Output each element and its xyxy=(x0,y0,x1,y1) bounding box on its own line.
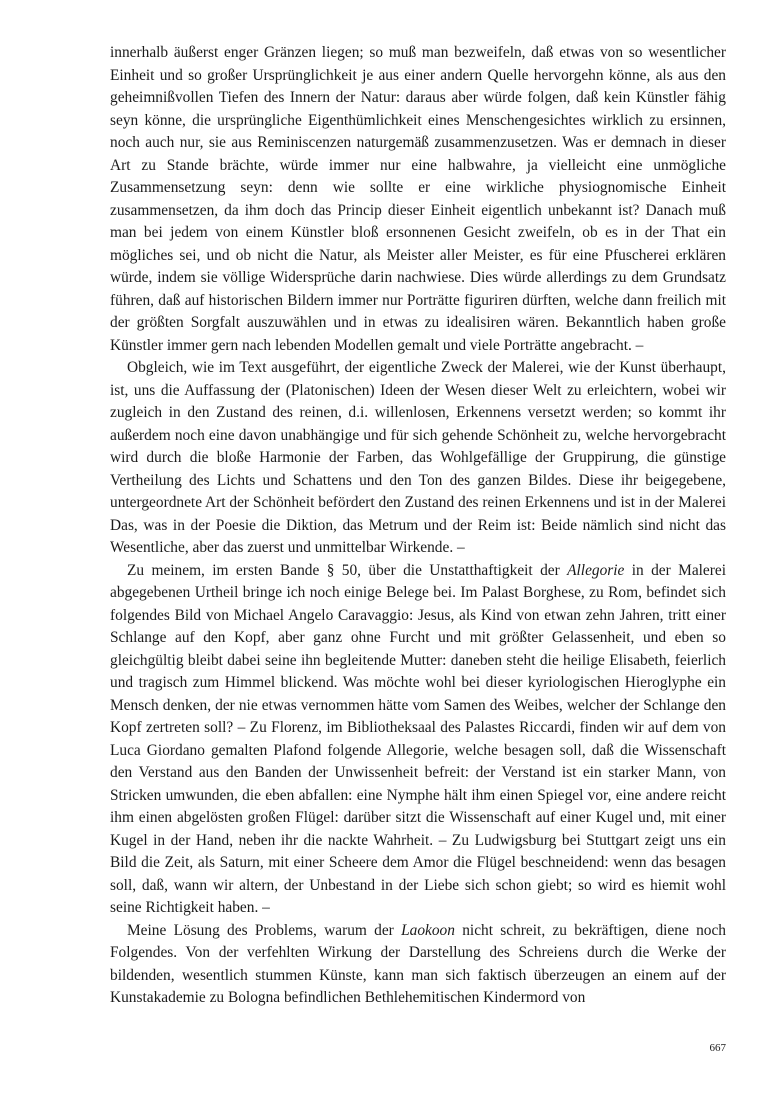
paragraph-1-text: innerhalb äußerst enger Gränzen liegen; so muß man bezweifeln, daß etwas von so wesentlicher Einheit und so großer Ursprünglichkeit je aus einer andern Quelle hervorgehn könne, als aus den geheimnißvollen Tiefen des Innern der Natur: daraus aber würde folgen, daß kein Künstler fähig seyn könne, die ursprüngliche Eigenthümlichkeit eines Menschengesichtes wirklich zu ersinnen, noch auch nur, sie aus Reminiscenzen naturgemäß zusammenzusetzen. Was er demnach in dieser Art zu Stande brächte, würde immer nur eine halbwahre, ja vielleicht eine unmögliche Zusammensetzung seyn: denn wie sollte er eine wirkliche physiognomische Einheit zusammensetzen, da ihm doch das Princip dieser Einheit eigentlich unbekannt ist? Danach muß man bei jedem von einem Künstler bloß ersonnenen Gesicht zweifeln, ob es in der That ein mögliches sei, und ob nicht die Natur, als Meister aller Meister, es für eine Pfuscherei erklären würde, indem sie völlige Widersprüche darin nachwiese. Dies würde allerdings zu dem Grundsatz führen, daß auf historischen Bildern immer nur Porträtte figuriren dürften, welche dann freilich mit der größten Sorgfalt auszuwählen und in etwas zu idealisiren wären. Bekanntlich haben große Künstler immer gern nach lebenden Modellen gemalt und viele Porträtte angebracht. – xyxy=(110,44,726,354)
paragraph-1 xyxy=(110,42,726,357)
page-number: 667 xyxy=(709,1042,726,1054)
paragraph-3-text-a: Zu meinem, im ersten Bande § 50, über die Unstatthaftigkeit der xyxy=(127,561,568,579)
allegorie-term: Allegorie xyxy=(567,561,625,579)
laokoon-term: Laokoon xyxy=(401,921,455,939)
paragraph-2-text: Obgleich, wie im Text ausgeführt, der eigentliche Zweck der Malerei, wie der Kunst überhaupt, ist, uns die Auffassung der (Platonischen) Ideen der Wesen dieser Welt zu erleichtern, wobei wir zugleich in den Zustand des reinen, d.i. willenlosen, Erkennens versetzt werden; so kommt ihr außerdem noch eine davon unabhängige und für sich gehende Schönheit zu, welche hervorgebracht wird durch die bloße Harmonie der Farben, das Wohlgefällige der Gruppirung, die günstige Vertheilung des Lichts und Schattens und den Ton des ganzen Bildes. Diese ihr beigegebene, untergeordnete Art der Schönheit befördert den Zustand des reinen Erkennens und ist in der Malerei Das, was in der Poesie die Diktion, das Metrum und der Reim ist: Beide nämlich sind nicht das Wesentliche, aber das zuerst und unmittelbar Wirkende. – xyxy=(110,359,727,556)
paragraph-2 xyxy=(110,357,726,560)
paragraph-4 xyxy=(110,920,726,1010)
page-body xyxy=(110,42,726,1010)
paragraph-4-text-b: nicht schreit, zu bekräftigen, diene noch Folgendes. Von der verfehlten Wirkung der Darstellung des Schreiens durch die Werke der bildenden, wesentlich stummen Künste, kann man sich faktisch überzeugen an einem auf der Kunstakademie zu Bologna befindlichen Bethlehemitischen Kindermord von xyxy=(110,921,726,1006)
paragraph-4-text-a: Meine Lösung des Problems, warum der xyxy=(127,921,402,939)
paragraph-3 xyxy=(110,560,726,920)
paragraph-3-text-b: in der Malerei abgegebenen Urtheil bringe ich noch einige Belege bei. Im Palast Borghese, zu Rom, befindet sich folgendes Bild von Michael Angelo Caravaggio: Jesus, als Kind von etwan zehn Jahren, tritt einer Schlange auf den Kopf, aber ganz ohne Furcht und mit größter Gelassenheit, und eben so gleichgültig bleibt dabei seine ihn begleitende Mutter: daneben steht die heilige Elisabeth, feierlich und tragisch zum Himmel blickend. Was möchte wohl bei dieser kyriologischen Hieroglyphe ein Mensch denken, der nie etwas vernommen hätte vom Samen des Weibes, welcher der Schlange den Kopf zertreten soll? – Zu Florenz, im Bibliotheksaal des Palastes Riccardi, finden wir auf dem von Luca Giordano gemalten Plafond folgende Allegorie, welche besagen soll, daß die Wissenschaft den Verstand aus den Banden der Unwissenheit befreit: der Verstand ist ein starker Mann, von Stricken umwunden, die eben abfallen: eine Nymphe hält ihm einen Spiegel vor, eine andere reicht ihm einen abgelösten großen Flügel: darüber sitzt die Wissenschaft auf einer Kugel und, mit einer Kugel in der Hand, neben ihr die nackte Wahrheit. – Zu Ludwigsburg bei Stuttgart zeigt uns ein Bild die Zeit, als Saturn, mit einer Scheere dem Amor die Flügel beschneidend: wenn das besagen soll, daß, wann wir altern, der Unbestand in der Liebe sich schon giebt; so wird es hiemit wohl seine Richtigkeit haben. – xyxy=(110,561,726,916)
